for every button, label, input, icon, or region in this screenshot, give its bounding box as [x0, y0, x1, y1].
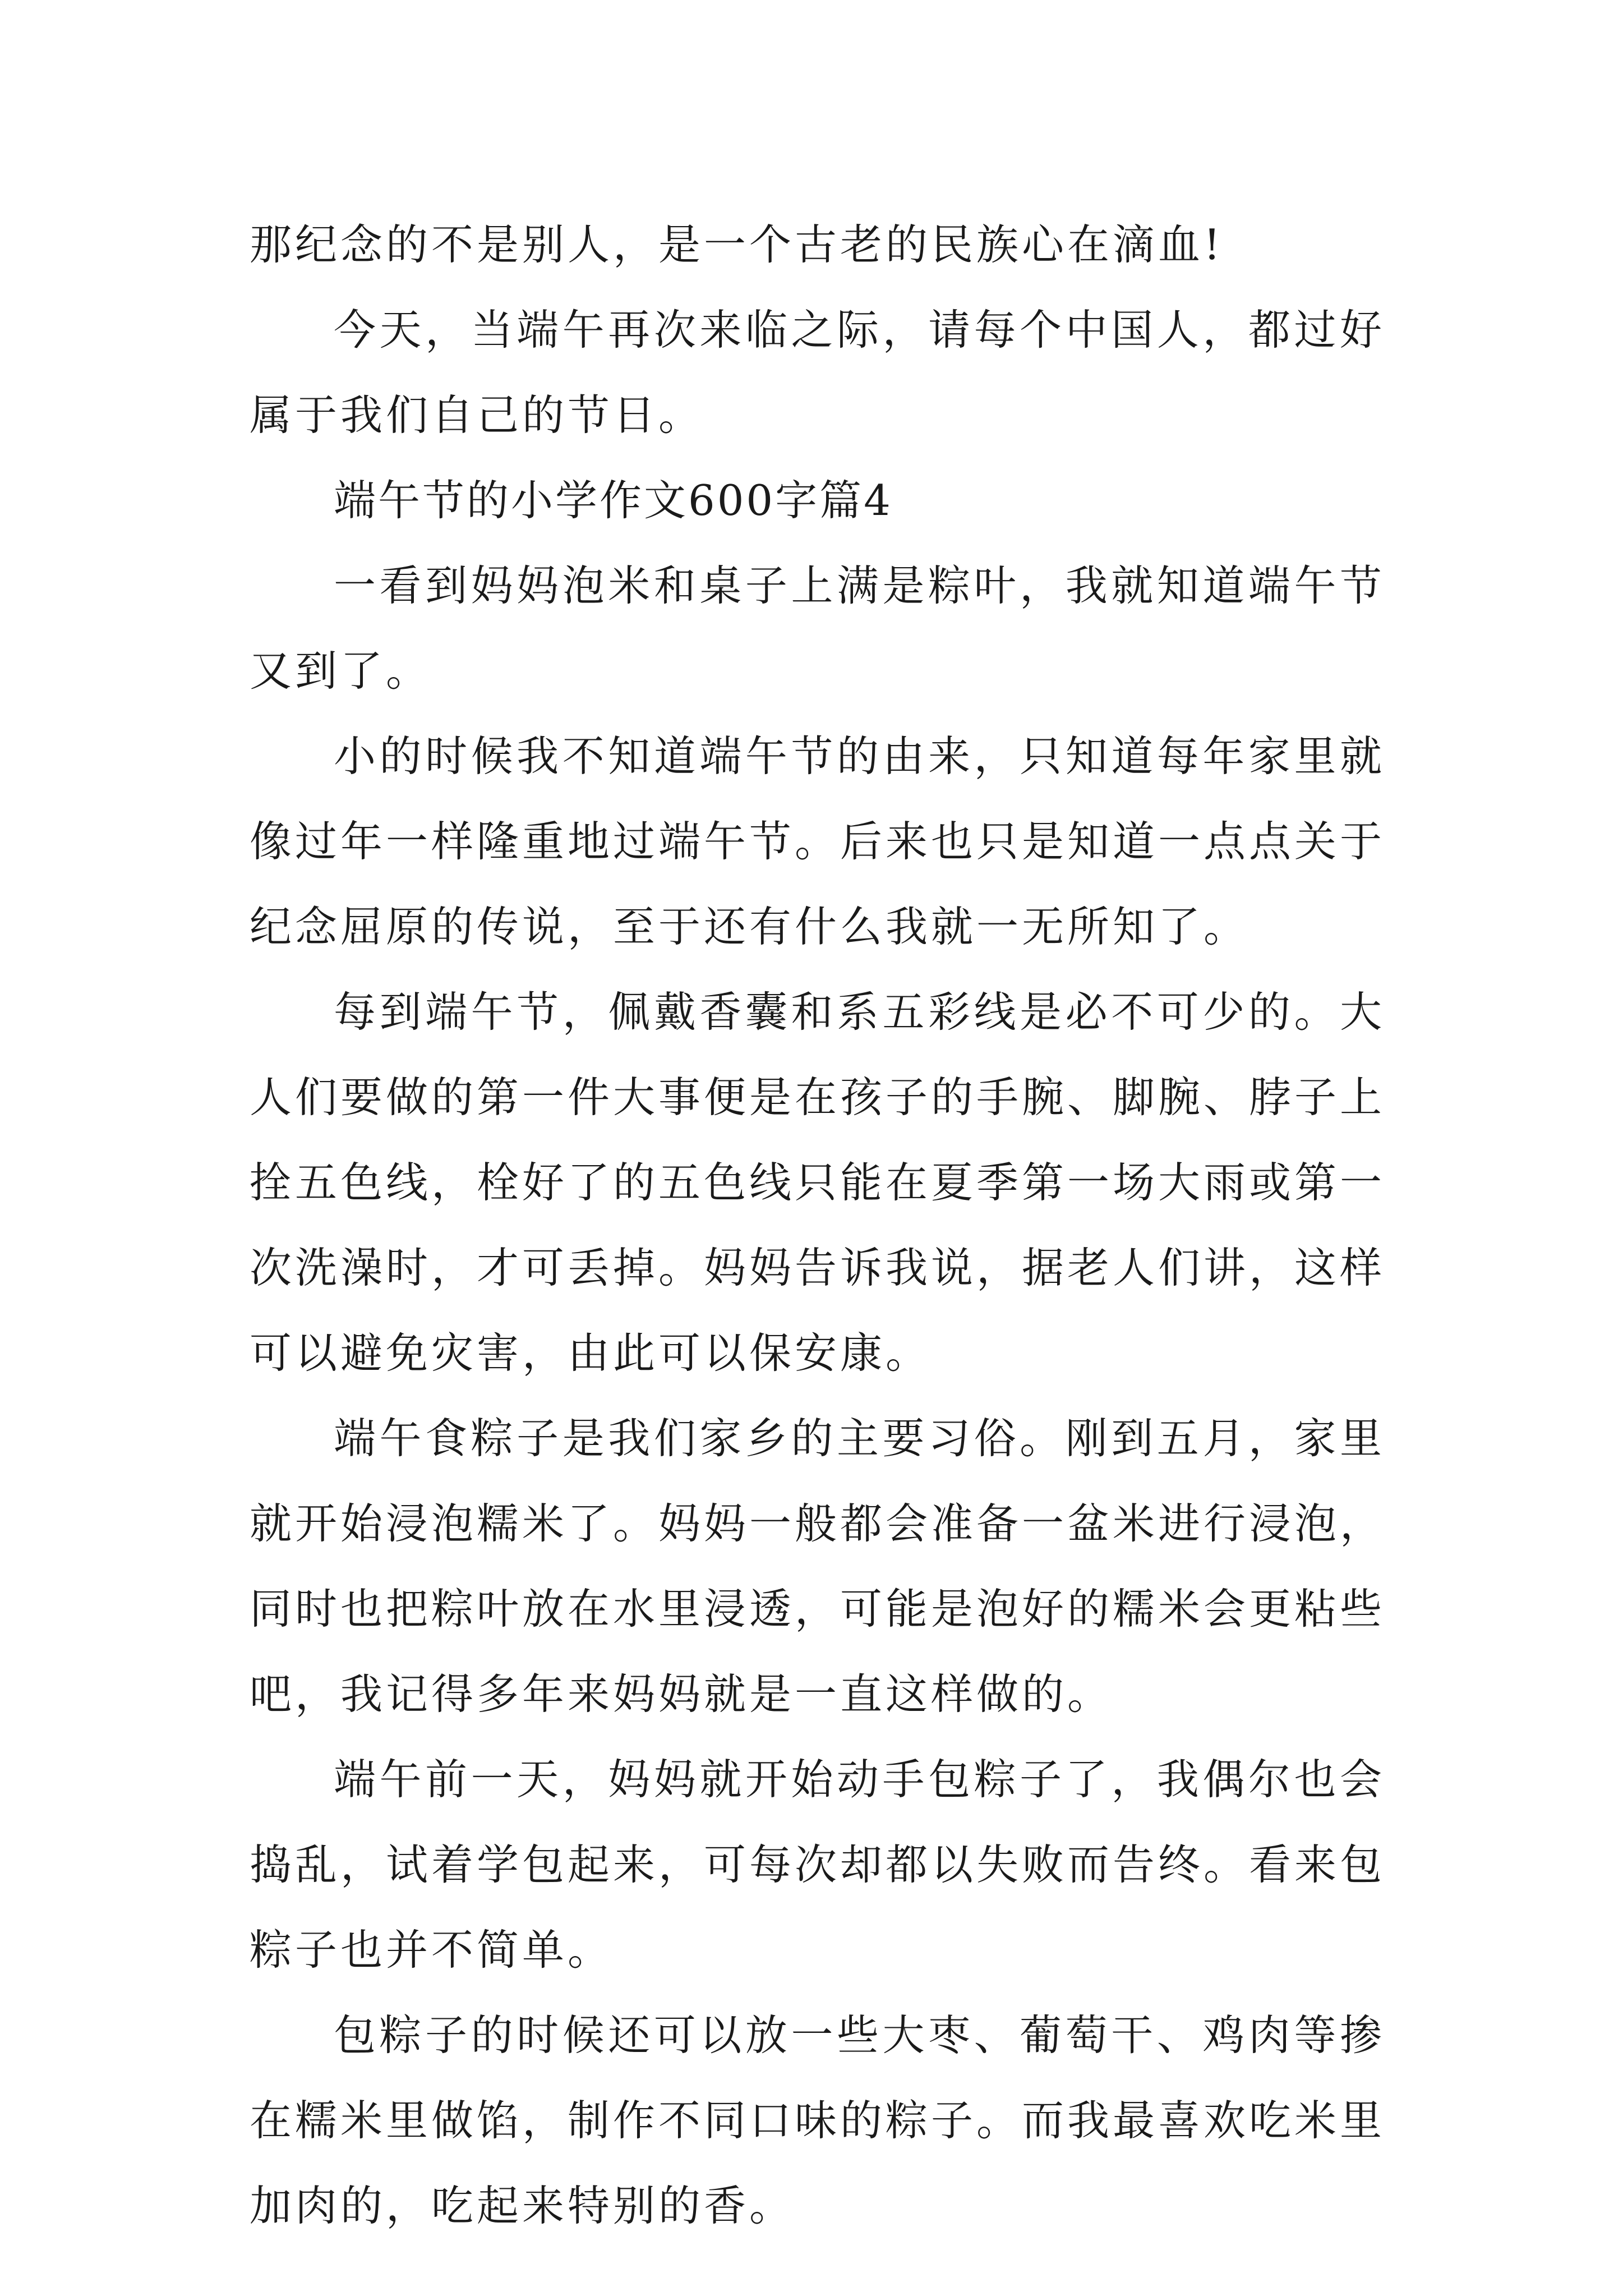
- paragraph: 端午食粽子是我们家乡的主要习俗。刚到五月，家里就开始浸泡糯米了。妈妈一般都会准备一盆米进行浸泡，同时也把粽叶放在水里浸透，可能是泡好的糯米会更粘些吧，我记得多年来妈妈就是一直这样做的。: [250, 1414, 1386, 1719]
- paragraph: 端午前一天，妈妈就开始动手包粽子了，我偶尔也会捣乱，试着学包起来，可每次却都以失败而告终。看来包粽子也并不简单。: [250, 1755, 1386, 1975]
- paragraph: 小的时候我不知道端午节的由来，只知道每年家里就像过年一样隆重地过端午节。后来也只是知道一点点关于纪念屈原的传说，至于还有什么我就一无所知了。: [250, 731, 1386, 951]
- paragraph-continuation: 那纪念的不是别人，是一个古老的民族心在滴血!: [250, 220, 1224, 269]
- paragraph: 一看到妈妈泡米和桌子上满是粽叶，我就知道端午节又到了。: [250, 561, 1385, 696]
- paragraph: 今天，当端午再次来临之际，请每个中国人，都过好属于我们自己的节日。: [250, 305, 1385, 440]
- paragraph: 包粽子的时候还可以放一些大枣、葡萄干、鸡肉等掺在糯米里做馅，制作不同口味的粽子。而我最喜欢吃米里加肉的，吃起来特别的香。: [250, 2010, 1386, 2230]
- paragraph: 每到端午节，佩戴香囊和系五彩线是必不可少的。大人们要做的第一件大事便是在孩子的手腕、脚腕、脖子上拴五色线，栓好了的五色线只能在夏季第一场大雨或第一次洗澡时，才可丢掉。妈妈告诉我说，据老人们讲，这样可以避免灾害，由此可以保安康。: [250, 987, 1386, 1378]
- document-body: [250, 202, 1385, 2248]
- section-heading: 端午节的小学作文600字篇4: [334, 476, 893, 525]
